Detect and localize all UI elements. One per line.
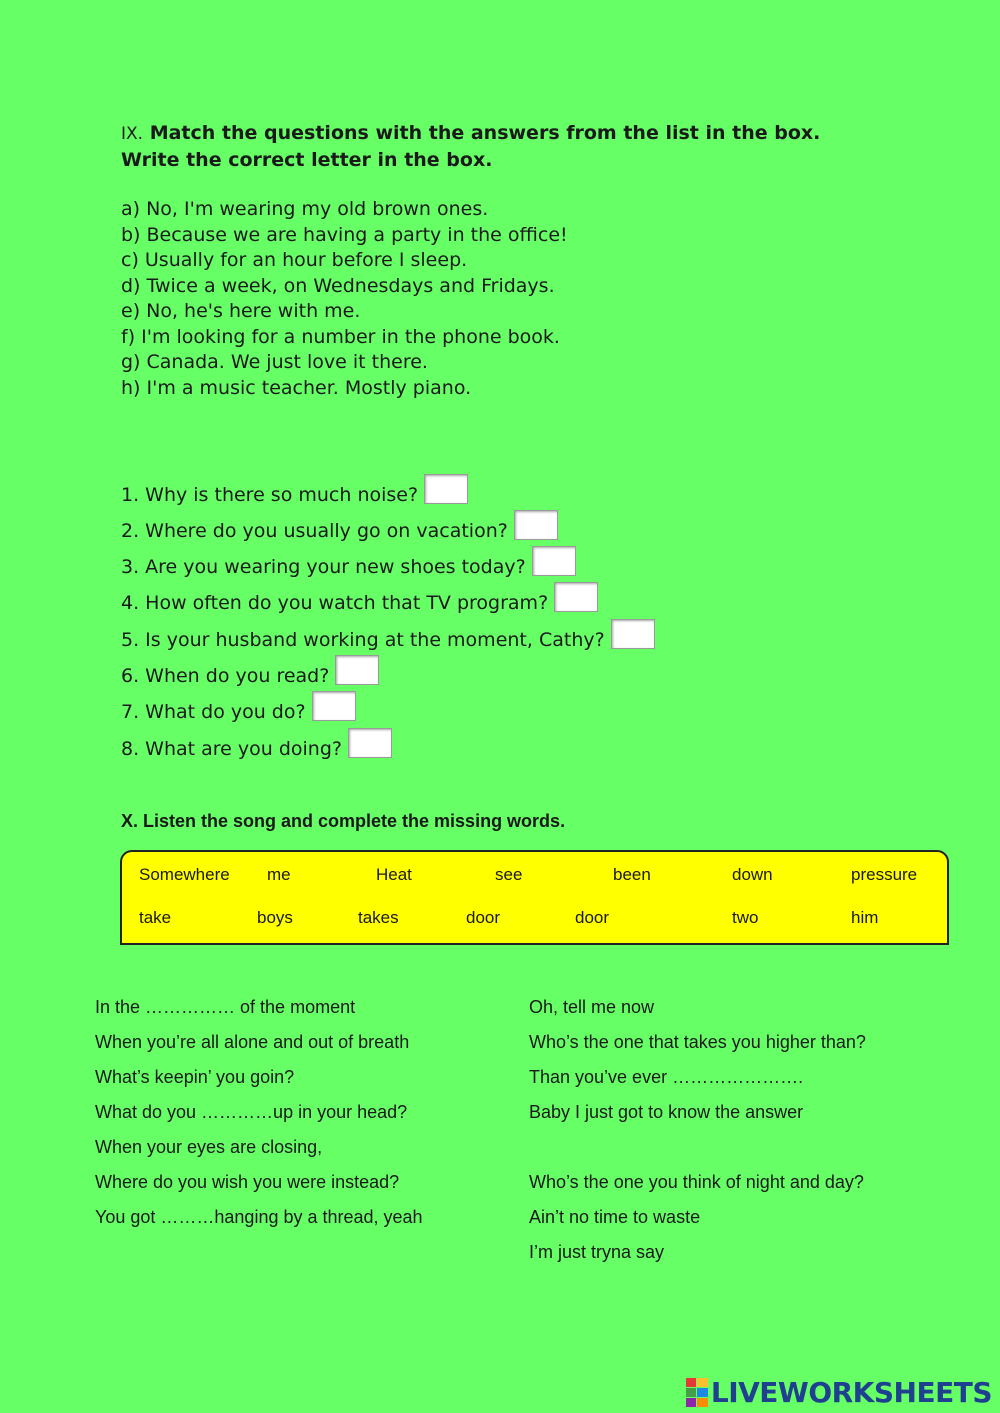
liveworksheets-icon bbox=[686, 1378, 708, 1408]
answer-input-4[interactable] bbox=[554, 582, 598, 612]
word-bank-item: takes bbox=[358, 908, 399, 927]
section-9-instructions bbox=[121, 120, 861, 173]
word-bank-item: Heat bbox=[376, 865, 412, 884]
question-8 bbox=[121, 728, 392, 760]
word-bank-item: door bbox=[466, 908, 501, 927]
answer-b: b) Because we are having a party in the office! bbox=[121, 223, 568, 246]
lyric-line-left-3: What’s keepin’ you goin? bbox=[95, 1067, 295, 1087]
question-4 bbox=[121, 582, 598, 614]
brand-name: LIVEWORKSHEETS bbox=[710, 1376, 992, 1409]
question-3 bbox=[121, 546, 576, 578]
lyric-line-right-1: Oh, tell me now bbox=[529, 997, 655, 1017]
answer-input-7[interactable] bbox=[312, 691, 356, 721]
liveworksheets-logo bbox=[686, 1376, 992, 1409]
answer-input-3[interactable] bbox=[532, 546, 576, 576]
lyric-line-right-8: I’m just tryna say bbox=[529, 1242, 665, 1262]
word-bank-item: Somewhere bbox=[139, 865, 230, 884]
question-2-text: 2. Where do you usually go on vacation? bbox=[121, 520, 508, 542]
answer-e: e) No, he's here with me. bbox=[121, 300, 361, 322]
answer-h: h) I'm a music teacher. Mostly piano. bbox=[121, 376, 472, 399]
question-6-text: 6. When do you read? bbox=[121, 665, 330, 687]
question-5-text: 5. Is your husband working at the moment, Cathy? bbox=[121, 629, 605, 651]
word-bank-item: take bbox=[139, 908, 172, 927]
question-6 bbox=[121, 655, 379, 687]
word-bank bbox=[120, 850, 949, 945]
lyric-line-left-2: When you’re all alone and out of breath bbox=[95, 1032, 410, 1052]
question-1-text: 1. Why is there so much noise? bbox=[121, 484, 419, 506]
section-9-title: Match the questions with the answers from the list in the box. Write the correct letter in the box. bbox=[121, 122, 821, 171]
word-bank-item: me bbox=[267, 865, 291, 884]
word-bank-item: boys bbox=[257, 908, 293, 927]
question-2 bbox=[121, 510, 558, 542]
section-10-title: X. Listen the song and complete the missing words. bbox=[121, 811, 566, 831]
answer-f: f) I'm looking for a number in the phone book. bbox=[121, 325, 560, 348]
word-bank-item: pressure bbox=[851, 865, 918, 884]
word-bank-item: him bbox=[851, 908, 879, 927]
word-bank-item: been bbox=[613, 865, 651, 884]
answer-d: d) Twice a week, on Wednesdays and Fridays. bbox=[121, 274, 555, 297]
lyric-line-left-1: In the …………… of the moment bbox=[95, 997, 356, 1017]
answer-a: a) No, I'm wearing my old brown ones. bbox=[121, 198, 489, 220]
lyric-line-left-6: Where do you wish you were instead? bbox=[95, 1172, 400, 1192]
question-1 bbox=[121, 474, 468, 506]
question-8-text: 8. What are you doing? bbox=[121, 738, 342, 760]
lyric-line-right-2: Who’s the one that takes you higher than? bbox=[529, 1032, 866, 1052]
answer-input-5[interactable] bbox=[611, 619, 655, 649]
answer-input-1[interactable] bbox=[424, 474, 468, 504]
answer-input-6[interactable] bbox=[335, 655, 379, 685]
answer-input-8[interactable] bbox=[348, 728, 392, 758]
section-9-number: IX. bbox=[121, 124, 144, 144]
lyric-line-right-7: Ain’t no time to waste bbox=[529, 1207, 701, 1227]
question-7-text: 7. What do you do? bbox=[121, 701, 306, 723]
word-bank-item: down bbox=[732, 865, 773, 884]
answer-input-2[interactable] bbox=[514, 510, 558, 540]
lyric-line-left-7: You got ………hanging by a thread, yeah bbox=[95, 1207, 423, 1227]
answer-c: c) Usually for an hour before I sleep. bbox=[121, 249, 468, 271]
lyric-line-right-4: Baby I just got to know the answer bbox=[529, 1102, 804, 1122]
question-4-text: 4. How often do you watch that TV program? bbox=[121, 592, 549, 614]
lyric-line-right-3: Than you’ve ever …………………. bbox=[529, 1067, 804, 1087]
question-3-text: 3. Are you wearing your new shoes today? bbox=[121, 556, 526, 578]
word-bank-item: door bbox=[575, 908, 610, 927]
lyric-line-right-6: Who’s the one you think of night and day? bbox=[529, 1172, 864, 1192]
answer-list bbox=[121, 197, 568, 401]
question-5 bbox=[121, 619, 655, 651]
word-bank-item: two bbox=[732, 908, 759, 927]
lyric-line-left-4: What do you …………up in your head? bbox=[95, 1102, 408, 1122]
word-bank-item: see bbox=[495, 865, 523, 884]
lyric-line-left-5: When your eyes are closing, bbox=[95, 1137, 323, 1157]
answer-g: g) Canada. We just love it there. bbox=[121, 351, 428, 373]
question-7 bbox=[121, 691, 356, 723]
